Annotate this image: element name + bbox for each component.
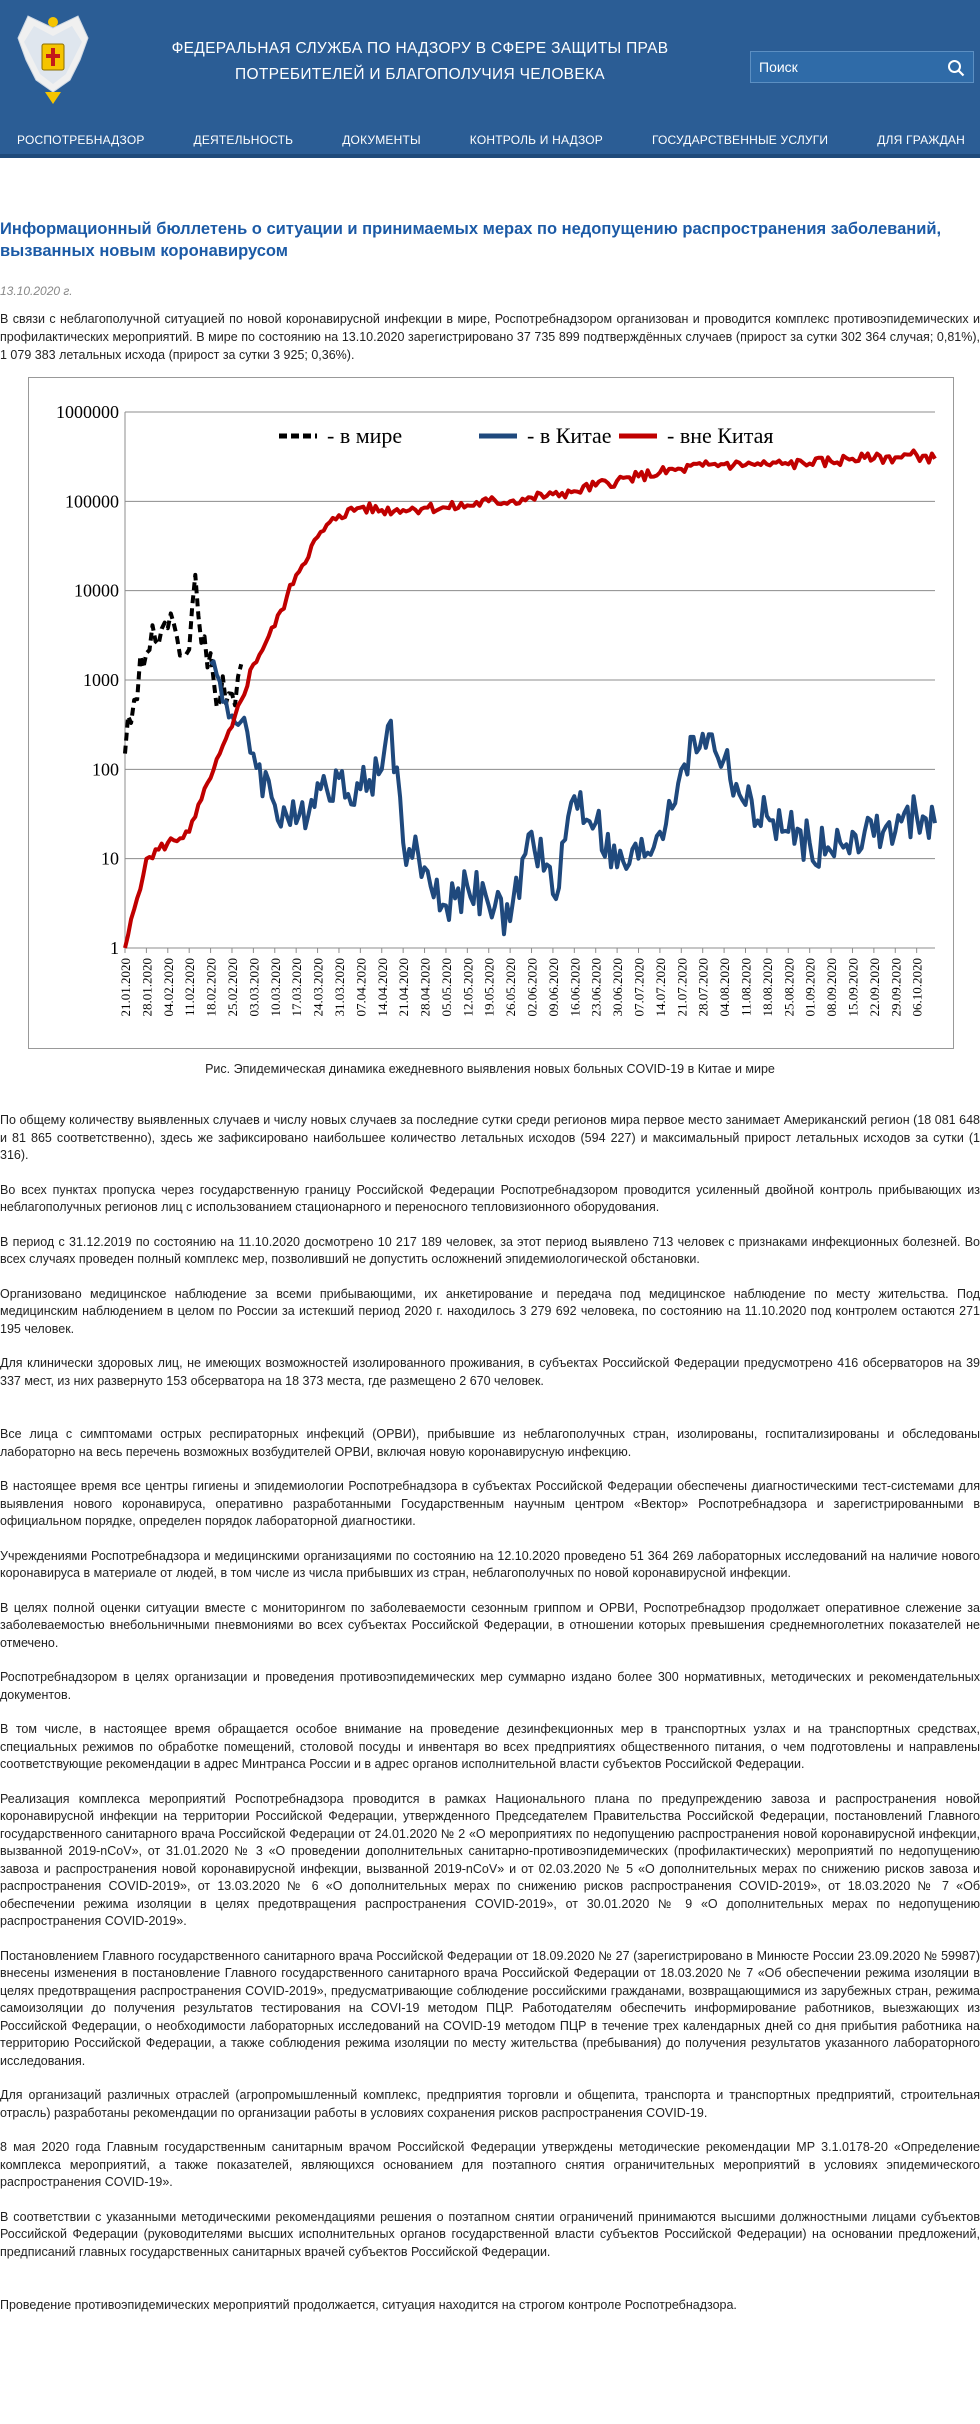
y-tick-label: 100000 (65, 491, 119, 512)
y-tick-label: 10000 (74, 580, 119, 601)
x-tick-label: 14.04.2020 (374, 958, 390, 1017)
y-tick-label: 1 (110, 938, 119, 958)
series-line-outside-china (125, 451, 935, 949)
x-tick-label: 15.09.2020 (845, 958, 861, 1017)
legend-label: - в мире (327, 423, 403, 448)
paragraph: В том числе, в настоящее время обращается особое внимание на проведение дезинфекционных мер в транспортных узлах и на транспортных средствах, специальных режимов по обработке помещений, столовой посуды и инвентаря во всех предприятиях общественного питания, о чем подготовлены и направлены соответствующие рекомендации в адрес Минтранса России и в адрес органов исполнительной власти субъектов Российской Федерации. (0, 1722, 980, 1771)
paragraph: В целях полной оценки ситуации вместе с мониторингом по заболеваемости сезонным гриппом и ОРВИ, Роспотребнадзор продолжает оперативное слежение за заболеваемостью внебольничными пневмониями во всех субъектах Российской Федерации, в отношении которых превышения среднемноголетних показателей не отмечено. (0, 1600, 980, 1650)
legend-label: - вне Китая (667, 423, 774, 448)
nav-item-activity[interactable]: ДЕЯТЕЛЬНОСТЬ (193, 133, 294, 147)
x-tick-label: 28.04.2020 (417, 958, 433, 1017)
x-tick-label: 21.01.2020 (118, 958, 133, 1017)
site-title-line1: ФЕДЕРАЛЬНАЯ СЛУЖБА ПО НАДЗОРУ В СФЕРЕ ЗАЩИТЫ ПРАВ (171, 40, 669, 57)
x-tick-label: 30.06.2020 (610, 958, 626, 1017)
chart-caption: Рис. Эпидемическая динамика ежедневного выявления новых больных COVID-19 в Китае и мире (205, 1062, 775, 1076)
y-tick-label: 1000000 (56, 402, 119, 422)
x-tick-label: 29.09.2020 (888, 958, 904, 1017)
x-tick-label: 19.05.2020 (481, 958, 497, 1017)
paragraph: Проведение противоэпидемических мероприятий продолжается, ситуация находится на строгом контроле Роспотребнадзора. (0, 2298, 737, 2312)
x-tick-label: 04.08.2020 (717, 958, 733, 1017)
x-tick-label: 21.04.2020 (396, 958, 412, 1017)
nav-item-rospotrebnadzor[interactable]: РОСПОТРЕБНАДЗОР (17, 133, 145, 147)
x-tick-label: 01.09.2020 (802, 958, 818, 1017)
site-title (140, 36, 700, 88)
x-tick-label: 31.03.2020 (331, 958, 347, 1017)
legend-label: - в Китае (527, 423, 612, 448)
x-tick-label: 26.05.2020 (503, 958, 519, 1017)
x-tick-label: 08.09.2020 (824, 958, 840, 1017)
paragraph: По общему количеству выявленных случаев и числу новых случаев за последние сутки среди регионов мира первое место занимает Американский регион (18 081 648 и 81 865 соответственно), здесь же зафиксировано наибольшее количество летальных исходов (594 227) и максимальный прирост летальных исходов за сутки (1 316). (0, 1113, 980, 1162)
x-tick-label: 11.02.2020 (182, 958, 198, 1017)
main-nav (0, 126, 980, 154)
paragraph: Все лица с симптомами острых респираторных инфекций (ОРВИ), прибывшие из неблагополучных стран, изолированы, госпитализированы и обследованы лабораторно на весь перечень возможных возбудителей ОРВИ, включая новую коронавирусную инфекцию. (0, 1427, 980, 1459)
x-tick-label: 17.03.2020 (289, 958, 305, 1017)
x-tick-label: 21.07.2020 (674, 958, 690, 1017)
x-tick-label: 28.07.2020 (695, 958, 711, 1017)
paragraph: Для клинически здоровых лиц, не имеющих возможностей изолированного проживания, в субъектах Российской Федерации предусмотрено 416 обсерваторов на 39 337 мест, из них развернуто 153 обсерватора на 18 373 места, где размещено 2 670 человек. (0, 1356, 980, 1388)
x-tick-label: 10.03.2020 (267, 958, 283, 1017)
x-tick-label: 04.02.2020 (160, 958, 176, 1017)
paragraph: В период с 31.12.2019 по состоянию на 11.10.2020 досмотрено 10 217 189 человек, за этот период выявлено 713 человек с признаками инфекционных болезней. Во всех случаях проведен полный комплекс мер, позволивший не допустить осложнений эпидемиологической обстановки. (0, 1234, 980, 1266)
paragraph: Для организаций различных отраслей (агропромышленный комплекс, предприятия торговли и общепита, транспорта и транспортных предприятий, строительная отрасль) разработаны рекомендации по организации работы в условиях сохранения рисков распространения COVID-19. (0, 2088, 980, 2120)
article-date: 13.10.2020 г. (0, 284, 73, 298)
y-tick-label: 100 (92, 759, 119, 780)
x-tick-label: 07.07.2020 (631, 958, 647, 1017)
paragraph: Во всех пунктах пропуска через государственную границу Российской Федерации Роспотребнадзором проводится усиленный двойной контроль прибывающих из неблагополучных регионов лиц с использованием стационарного и переносного тепловизионного оборудования. (0, 1182, 980, 1214)
paragraph: Роспотребнадзором в целях организации и проведения противоэпидемических мер суммарно издано более 300 нормативных, методических и рекомендательных документов. (0, 1670, 980, 1702)
site-title-line2: ПОТРЕБИТЕЛЕЙ И БЛАГОПОЛУЧИЯ ЧЕЛОВЕКА (235, 66, 605, 83)
x-tick-label: 22.09.2020 (866, 958, 882, 1017)
x-tick-label: 25.02.2020 (224, 958, 240, 1017)
x-tick-label: 09.06.2020 (545, 958, 561, 1017)
chart-svg (29, 378, 955, 1050)
x-tick-label: 16.06.2020 (567, 958, 583, 1017)
x-tick-label: 02.06.2020 (524, 958, 540, 1017)
x-tick-label: 03.03.2020 (246, 958, 262, 1017)
y-tick-label: 10 (101, 848, 119, 869)
article-heading: Информационный бюллетень о ситуации и принимаемых мерах по недопущению распространения заболеваний, вызванных новым коронавирусом (0, 220, 942, 260)
x-tick-label: 23.06.2020 (588, 958, 604, 1017)
x-tick-label: 11.08.2020 (738, 958, 754, 1017)
paragraph: В настоящее время все центры гигиены и эпидемиологии Роспотребнадзора в субъектах Российской Федерации обеспечены диагностическими тест-системами для выявления нового коронавируса, оперативно разработанными Государственным научным центром «Вектор» Роспотребнадзора и зарегистрированными в официальном порядке, определен порядок лабораторной диагностики. (0, 1479, 980, 1528)
x-tick-label: 07.04.2020 (353, 958, 369, 1017)
series-line-world (125, 575, 241, 754)
article-intro: В связи с неблагополучной ситуацией по новой коронавирусной инфекции в мире, Роспотребнадзором организован и проводится комплекс противоэпидемических и профилактических мероприятий. В мире по состоянию на 13.10.2020 зарегистрировано 37 735 899 подтверждённых случаев (прирост за сутки 302 364 случая; 0,81%), 1 079 383 летальных исхода (прирост за сутки 3 925; 0,36%). (0, 312, 980, 362)
search-input[interactable] (751, 52, 941, 82)
x-tick-label: 18.02.2020 (203, 958, 219, 1017)
nav-item-control[interactable]: КОНТРОЛЬ И НАДЗОР (469, 133, 603, 147)
y-tick-label: 1000 (83, 670, 119, 690)
paragraph: Организовано медицинское наблюдение за всеми прибывающими, их анкетирование и передача под медицинское наблюдение по месту жительства. Под медицинским наблюдением в целом по России за истекший период 2020 г. находилось 3 279 692 человека, по состоянию на 11.10.2020 под контролем остаются 271 195 человек. (0, 1286, 980, 1336)
paragraph: Постановлением Главного государственного санитарного врача Российской Федерации от 18.09.2020 № 27 (зарегистрировано в Минюсте России 23.09.2020 № 59987) внесены изменения в постановление Главного государственного санитарного врача Российской Федерации от 18.03.2020 № 7 «Об обеспечении режима изоляции в целях предотвращения распространения COVID-2019», предусматривающие соблюдение российскими гражданами, возвращающимися из зарубежных стран, режима самоизоляции до получения результатов тестирования на COVI-19 методом ПЦР. Работодателям обеспечить информирование работников, выезжающих из Российской Федерации, о необходимости лабораторных исследований на COVID-19 методом ПЦР в течение трех календарных дней со дня прибытия работника на территорию Российской Федерации, а также соблюдения режима изоляции по месту жительства (пребывания) до получения результатов указанного лабораторного исследования. (0, 1948, 980, 2068)
epidemic-chart (28, 377, 954, 1049)
x-tick-label: 05.05.2020 (438, 958, 454, 1017)
search-box (750, 51, 974, 83)
series-line-china (211, 661, 935, 934)
article-body (0, 1112, 980, 2332)
paragraph: Учреждениями Роспотребнадзора и медицинскими организациями по состоянию на 12.10.2020 проведено 51 364 269 лабораторных исследований на наличие нового коронавируса в материале от людей, в том числе из числа прибывших из стран, неблагополучных по новой коронавирусной инфекции. (0, 1548, 980, 1580)
x-tick-label: 24.03.2020 (310, 958, 326, 1017)
nav-item-documents[interactable]: ДОКУМЕНТЫ (342, 133, 421, 147)
paragraph: 8 мая 2020 года Главным государственным санитарным врачом Российской Федерации утверждены методические рекомендации МР 3.1.0178-20 «Определение комплекса мероприятий, а также показателей, являющихся основанием для поэтапного снятия ограничительных мероприятий в условиях эпидемического распространения COVID-19». (0, 2140, 980, 2189)
x-tick-label: 14.07.2020 (652, 958, 668, 1017)
x-tick-label: 28.01.2020 (139, 958, 155, 1017)
paragraph: Реализация комплекса мероприятий Роспотребнадзора проводится в рамках Национального плана по предупреждению завоза и распространения новой коронавирусной инфекции на территории Российской Федерации, утвержденного Председателем Правительства Российской Федерации, постановлений Главного государственного санитарного врача Российской Федерации от 24.01.2020 № 2 «О мероприятиях по недопущению распространения новой коронавирусной инфекции, вызванной 2019-nCoV», от 31.01.2020 № 3 «О проведении дополнительных санитарно-противоэпидемических (профилактических) мероприятий по недопущению завоза и распространения новой коронавирусной инфекции, вызванной 2019-nCoV» и от 02.03.2020 № 5 «О дополнительных мерах по снижению рисков завоза и распространения COVID-2019», от 13.03.2020 № 6 «О дополнительных мерах по снижению рисков распространения COVID-2019», от 18.03.2020 № 7 «Об обеспечении режима изоляции в целях предотвращения распространения COVID-2019», от 30.01.2020 № 9 «О дополнительных мерах по недопущению распространения COVID-2019». (0, 1791, 980, 1928)
nav-item-citizens[interactable]: ДЛЯ ГРАЖДАН (877, 133, 965, 147)
search-icon[interactable] (947, 59, 965, 77)
x-tick-label: 18.08.2020 (759, 958, 775, 1017)
coat-of-arms-logo[interactable] (14, 8, 92, 108)
x-tick-label: 06.10.2020 (909, 958, 925, 1017)
nav-item-services[interactable]: ГОСУДАРСТВЕННЫЕ УСЛУГИ (651, 133, 829, 147)
x-tick-label: 25.08.2020 (781, 958, 797, 1017)
site-header (0, 0, 980, 158)
x-tick-label: 12.05.2020 (460, 958, 476, 1017)
paragraph: В соответствии с указанными методическими рекомендациями решения о поэтапном снятии ограничений принимаются высшими должностными лицами субъектов Российской Федерации (руководителями высших исполнительных органов государственной власти субъектов Российской Федерации) на основании предложений, предписаний главных государственных санитарных врачей субъектов Российской Федерации. (0, 2209, 980, 2259)
